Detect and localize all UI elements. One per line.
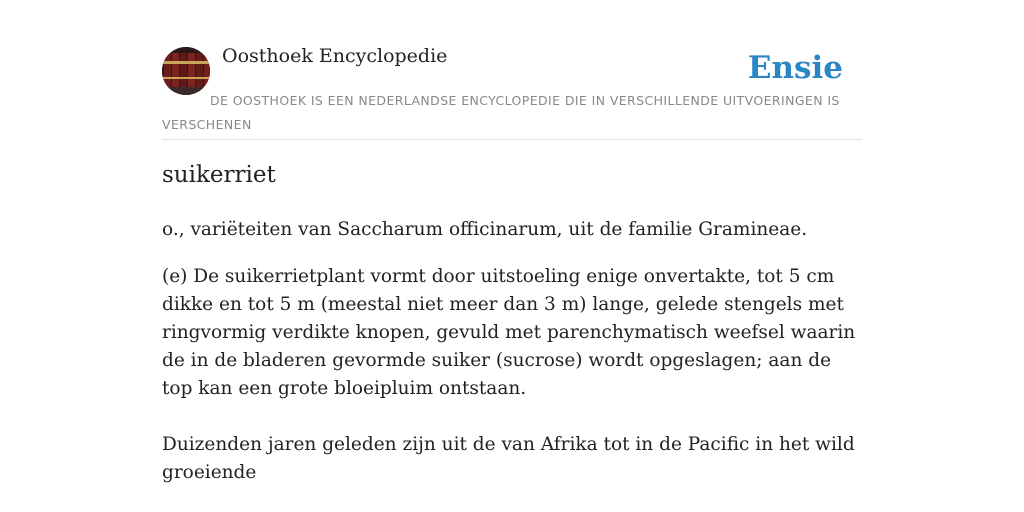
source-title[interactable]: Oosthoek Encyclopedie xyxy=(222,45,448,67)
brand-logo[interactable]: Ensie xyxy=(747,50,843,86)
source-header xyxy=(162,0,862,140)
entry-term: suikerriet xyxy=(162,162,276,188)
entry-body xyxy=(162,263,862,487)
source-header-container xyxy=(162,0,862,140)
entry-definition: o., variëteiten van Saccharum officinarum, uit de familie Gramineae. xyxy=(162,219,808,240)
source-description: DE OOSTHOEK IS EEN NEDERLANDSE ENCYCLOPEDIE DIE IN VERSCHILLENDE UITVOERINGEN IS VERSCHENEN xyxy=(162,93,840,132)
encyclopedia-books-icon[interactable] xyxy=(162,47,210,95)
entry-paragraph: Duizenden jaren geleden zijn uit de van Afrika tot in de Pacific in het wild groeiende xyxy=(162,434,855,483)
entry-paragraph: (e) De suikerrietplant vormt door uitstoeling enige onvertakte, tot 5 cm dikke en tot 5 m (meestal niet meer dan 3 m) lange, gelede stengels met ringvormig verdikte knopen, gevuld met parenchymatisch weefsel waarin de in de bladeren gevormde suiker (sucrose) wordt opgeslagen; aan de top kan een grote bloeipluim ontstaan. xyxy=(162,266,856,399)
